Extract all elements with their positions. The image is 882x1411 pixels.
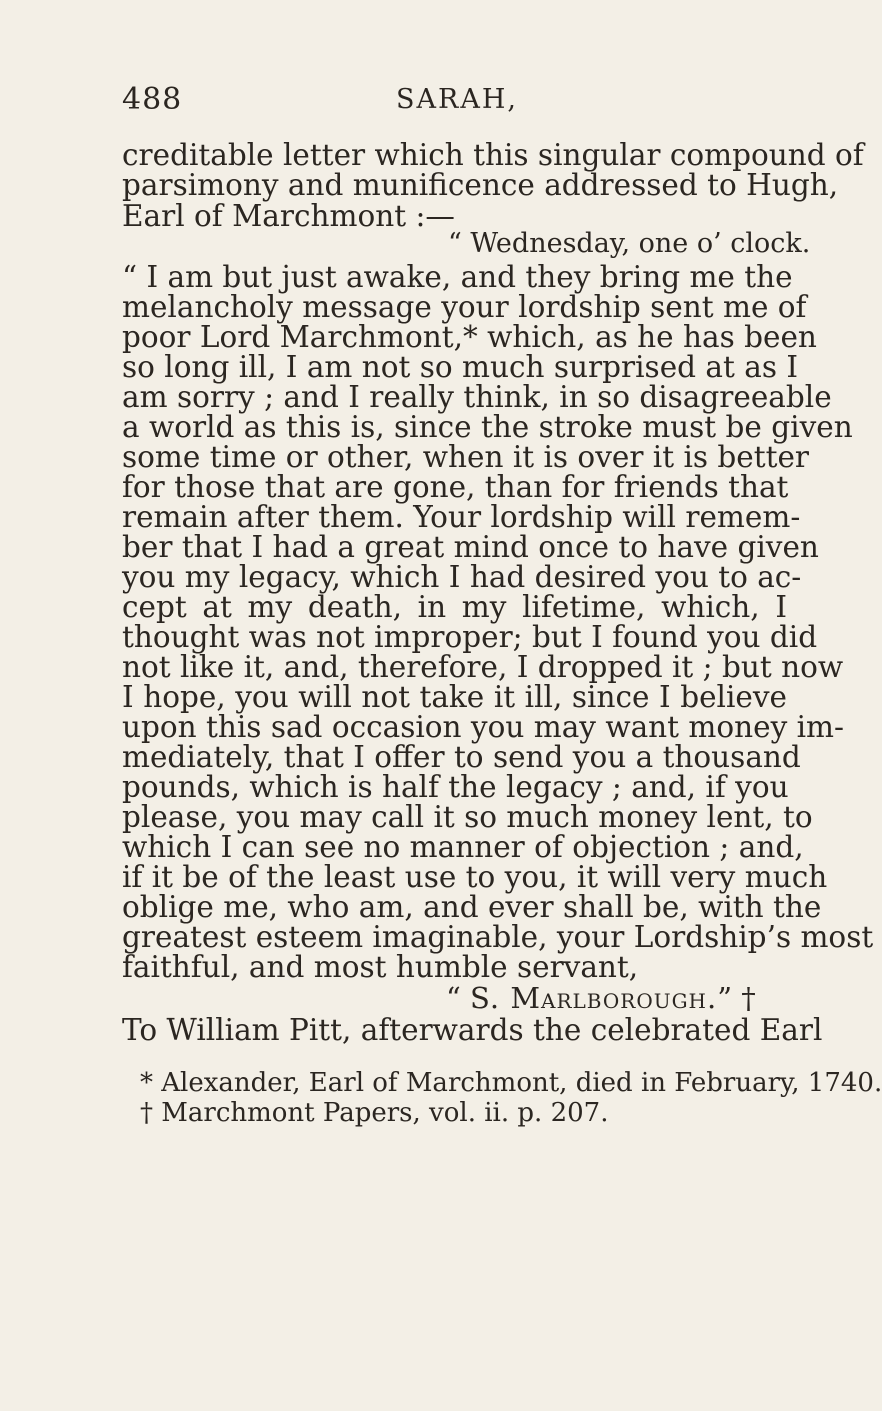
letter-line: some time or other, when it is over it is better <box>122 440 810 474</box>
letter-line: please, you may call it so much money lent, to <box>122 800 813 834</box>
letter-line: faithful, and most humble servant, <box>122 950 639 984</box>
intro-line: Earl of Marchmont :— <box>122 199 455 233</box>
signature-close-mark: ” † <box>717 981 756 1015</box>
letter-line: upon this sad occasion you may want money im- <box>122 710 845 744</box>
letter-line: pounds, which is half the legacy ; and, if you <box>122 770 789 804</box>
letter-line: mediately, that I offer to send you a thousand <box>122 740 801 774</box>
intro-line: creditable letter which this singular compound of <box>122 138 864 172</box>
letter-signature <box>446 981 756 1015</box>
intro-line: parsimony and munificence addressed to Hugh, <box>122 168 839 202</box>
letter-line: am sorry ; and I really think, in so disagreeable <box>122 380 832 414</box>
letter-line: so long ill, I am not so much surprised at as I <box>122 350 798 384</box>
signature-name: S. Marlborough. <box>470 981 718 1015</box>
letter-line: a world as this is, since the stroke must be given <box>122 410 853 444</box>
letter-line: cept at my death, in my lifetime, which, I <box>122 590 787 624</box>
page-number: 488 <box>122 82 183 117</box>
letter-line: if it be of the least use to you, it will very much <box>122 860 828 894</box>
letter-line: thought was not improper; but I found you did <box>122 620 818 654</box>
letter-line: “ I am but just awake, and they bring me the <box>122 260 793 294</box>
letter-line: for those that are gone, than for friends that <box>122 470 789 504</box>
letter-line: remain after them. Your lordship will remem- <box>122 500 801 534</box>
letter-line: melancholy message your lordship sent me of <box>122 290 807 324</box>
running-title: SARAH, <box>396 84 518 115</box>
letter-dateline: “ Wednesday, one o’ clock. <box>448 228 811 259</box>
footnote: † Marchmont Papers, vol. ii. p. 207. <box>140 1098 609 1128</box>
letter-line: which I can see no manner of objection ; and, <box>122 830 804 864</box>
letter-line: ber that I had a great mind once to have given <box>122 530 819 564</box>
letter-line: I hope, you will not take it ill, since I believe <box>122 680 787 714</box>
letter-line: greatest esteem imaginable, your Lordship’s most <box>122 920 874 954</box>
signature-open-quote: “ <box>446 981 471 1015</box>
letter-line: you my legacy, which I had desired you to ac- <box>122 560 802 594</box>
closing-line: To William Pitt, afterwards the celebrated Earl <box>122 1013 823 1047</box>
page-header <box>122 82 682 122</box>
letter-line: not like it, and, therefore, I dropped it ; but now <box>122 650 844 684</box>
footnote: * Alexander, Earl of Marchmont, died in February, 1740. <box>140 1068 882 1098</box>
letter-line: oblige me, who am, and ever shall be, with the <box>122 890 822 924</box>
letter-line: poor Lord Marchmont,* which, as he has been <box>122 320 817 354</box>
